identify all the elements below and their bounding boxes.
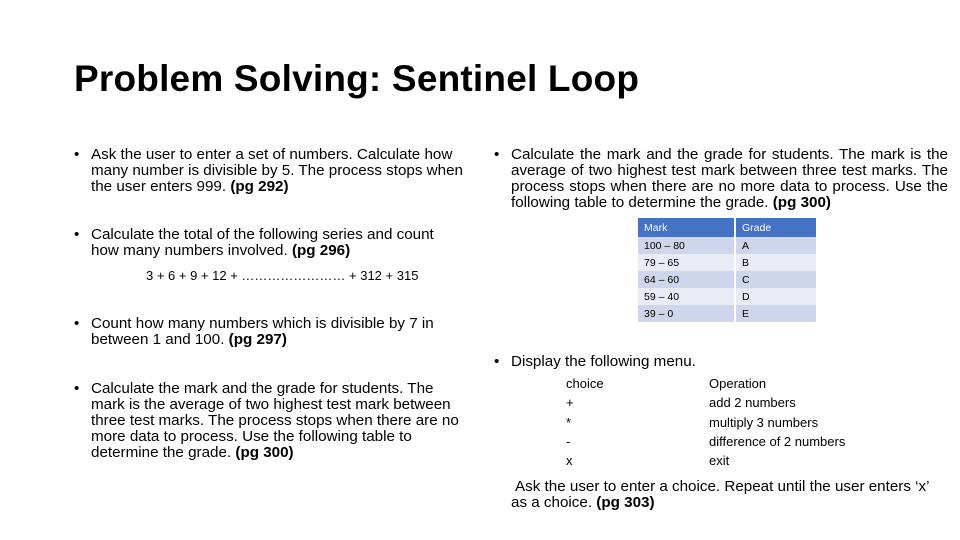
- table-header-row: [638, 218, 816, 237]
- menu-choice: x: [566, 453, 573, 469]
- left-bullet-1: [74, 146, 466, 195]
- menu-operation: add 2 numbers: [709, 395, 796, 411]
- page-reference: (pg 300): [235, 444, 294, 461]
- bullet-text: Count how many numbers which is divisible by 7 in between 1 and 100.: [91, 315, 434, 348]
- bullet-text: Calculate the total of the following series and count how many numbers involved.: [91, 226, 434, 259]
- bullet-dot: •: [74, 146, 80, 163]
- menu-choice-column: [566, 374, 604, 470]
- grade-cell: B: [735, 254, 816, 271]
- right-bullet-2: [494, 353, 911, 370]
- mark-cell: 79 – 65: [638, 254, 735, 271]
- bullet-dot: •: [494, 353, 500, 370]
- page-reference: (pg 292): [230, 178, 289, 195]
- menu-operation-header: Operation: [709, 376, 767, 391]
- right-bullet-1: [494, 146, 948, 211]
- mark-cell: 100 – 80: [638, 237, 735, 254]
- left-bullet-3: [74, 315, 476, 348]
- slide-title: Problem Solving: Sentinel Loop: [74, 58, 640, 99]
- instruction-text: Ask the user to enter a choice. Repeat until the user enters ‘x’ as a choice.: [511, 478, 929, 511]
- menu-choice-header: choice: [566, 376, 604, 391]
- table-row: [638, 288, 816, 305]
- bullet-dot: •: [74, 380, 80, 397]
- left-bullet-2: [74, 226, 451, 259]
- menu-operation: difference of 2 numbers: [709, 433, 846, 449]
- menu-choice: +: [566, 395, 574, 411]
- menu-operation: exit: [709, 453, 730, 469]
- grade-cell: E: [735, 305, 816, 322]
- bullet-text: Display the following menu.: [511, 353, 696, 370]
- menu-operation: multiply 3 numbers: [709, 414, 819, 430]
- menu-choice: -: [566, 433, 571, 449]
- left-bullet-4: [74, 380, 459, 461]
- mark-cell: 64 – 60: [638, 271, 735, 288]
- page-reference: (pg 297): [228, 331, 287, 348]
- page-reference: (pg 296): [291, 242, 351, 259]
- page-reference: (pg 303): [596, 494, 655, 511]
- column-header-grade: Grade: [735, 218, 816, 237]
- bullet-dot: •: [74, 226, 80, 243]
- grade-table: [638, 218, 816, 322]
- page-reference: (pg 300): [772, 194, 831, 211]
- grade-cell: C: [735, 271, 816, 288]
- menu-instruction: [511, 479, 931, 511]
- bullet-text: Calculate the mark and the grade for students. The mark is the average of two highest test mark between three test marks. The process stops when there are no more data to process. Use the following table to determine the grade.: [91, 380, 459, 461]
- bullet-dot: •: [74, 315, 80, 332]
- bullet-dot: •: [494, 146, 500, 163]
- grade-cell: D: [735, 288, 816, 305]
- column-header-mark: Mark: [638, 218, 735, 237]
- table-row: [638, 271, 816, 288]
- bullet-text: Calculate the mark and the grade for students. The mark is the average of two highest test mark between three test marks. The process stops when there are no more data to process. Use the following table to determine the grade.: [511, 146, 948, 211]
- mark-cell: 59 – 40: [638, 288, 735, 305]
- grade-cell: A: [735, 237, 816, 254]
- table-row: [638, 237, 816, 254]
- bullet-text: Ask the user to enter a set of numbers. Calculate how many number is divisible by 5. The process stops when the user enters 999.: [91, 146, 463, 195]
- number-series: 3 + 6 + 9 + 12 + …………………… + 312 + 315: [146, 268, 419, 283]
- table-row: [638, 305, 816, 322]
- table-row: [638, 254, 816, 271]
- mark-cell: 39 – 0: [638, 305, 735, 322]
- menu-choice: *: [566, 414, 572, 430]
- menu-operation-column: [709, 374, 845, 470]
